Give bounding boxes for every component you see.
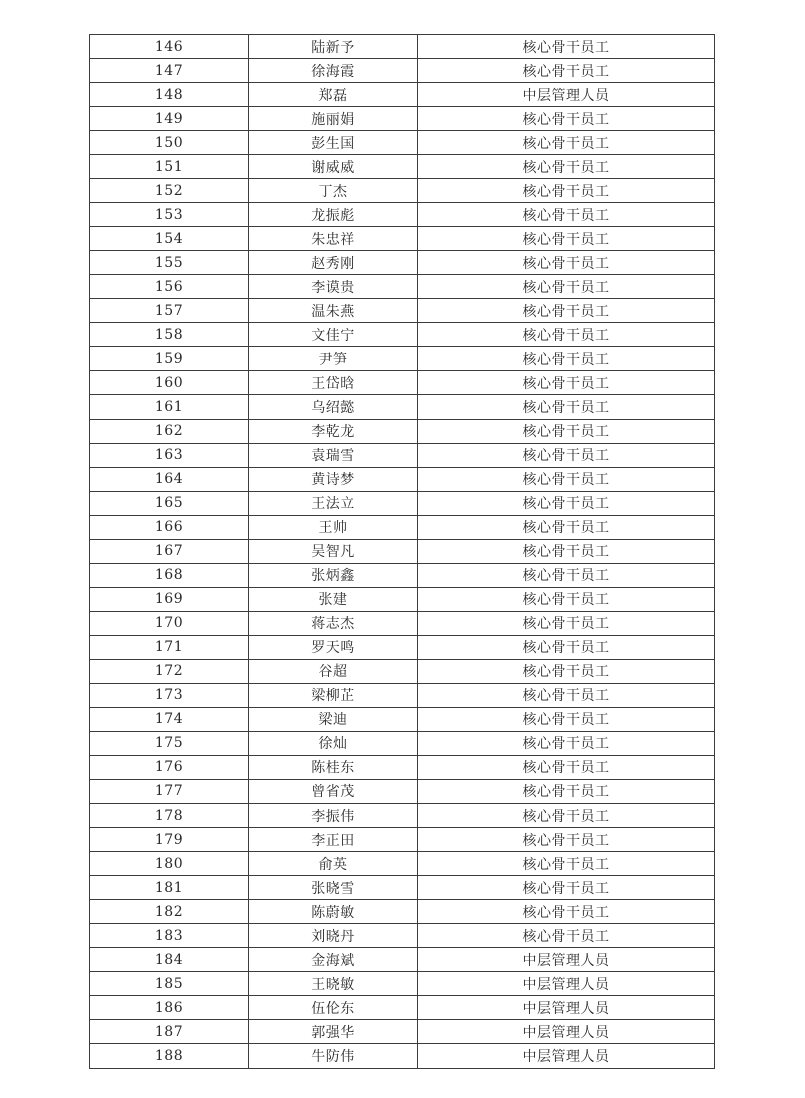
employee-category-cell: 核心骨干员工 bbox=[418, 347, 715, 371]
row-number-cell: 187 bbox=[90, 1020, 249, 1044]
table-row bbox=[90, 876, 715, 900]
employee-category-cell: 核心骨干员工 bbox=[418, 275, 715, 299]
row-number-cell: 176 bbox=[90, 755, 249, 779]
employee-category-cell: 核心骨干员工 bbox=[418, 371, 715, 395]
row-number-cell: 184 bbox=[90, 948, 249, 972]
employee-category-cell: 中层管理人员 bbox=[418, 83, 715, 107]
employee-name-cell: 张晓雪 bbox=[249, 876, 418, 900]
table-row bbox=[90, 419, 715, 443]
employee-name-cell: 李乾龙 bbox=[249, 419, 418, 443]
employee-name-cell: 王帅 bbox=[249, 515, 418, 539]
row-number-cell: 153 bbox=[90, 203, 249, 227]
row-number-cell: 158 bbox=[90, 323, 249, 347]
table-row bbox=[90, 635, 715, 659]
employee-name-cell: 曾省茂 bbox=[249, 779, 418, 803]
row-number-cell: 165 bbox=[90, 491, 249, 515]
table-row bbox=[90, 1020, 715, 1044]
employee-name-cell: 郭强华 bbox=[249, 1020, 418, 1044]
employee-name-cell: 徐灿 bbox=[249, 731, 418, 755]
table-row bbox=[90, 299, 715, 323]
employee-category-cell: 核心骨干员工 bbox=[418, 227, 715, 251]
employee-name-cell: 陈蔚敏 bbox=[249, 900, 418, 924]
employee-category-cell: 核心骨干员工 bbox=[418, 107, 715, 131]
employee-name-cell: 尹笋 bbox=[249, 347, 418, 371]
employee-name-cell: 罗天鸣 bbox=[249, 635, 418, 659]
employee-name-cell: 文佳宁 bbox=[249, 323, 418, 347]
employee-category-cell: 核心骨干员工 bbox=[418, 828, 715, 852]
employee-category-cell: 核心骨干员工 bbox=[418, 804, 715, 828]
table-row bbox=[90, 467, 715, 491]
employee-name-cell: 赵秀刚 bbox=[249, 251, 418, 275]
employee-category-cell: 核心骨干员工 bbox=[418, 299, 715, 323]
employee-category-cell: 核心骨干员工 bbox=[418, 731, 715, 755]
table-row bbox=[90, 131, 715, 155]
table-row bbox=[90, 515, 715, 539]
row-number-cell: 166 bbox=[90, 515, 249, 539]
employee-category-cell: 核心骨干员工 bbox=[418, 35, 715, 59]
employee-category-cell: 核心骨干员工 bbox=[418, 563, 715, 587]
employee-name-cell: 梁迪 bbox=[249, 707, 418, 731]
row-number-cell: 186 bbox=[90, 996, 249, 1020]
employee-name-cell: 乌绍懿 bbox=[249, 395, 418, 419]
row-number-cell: 149 bbox=[90, 107, 249, 131]
table-row bbox=[90, 83, 715, 107]
table-row bbox=[90, 275, 715, 299]
row-number-cell: 167 bbox=[90, 539, 249, 563]
employee-name-cell: 金海斌 bbox=[249, 948, 418, 972]
row-number-cell: 162 bbox=[90, 419, 249, 443]
employee-category-cell: 核心骨干员工 bbox=[418, 515, 715, 539]
table-row bbox=[90, 227, 715, 251]
employee-name-cell: 伍伦东 bbox=[249, 996, 418, 1020]
employee-category-cell: 核心骨干员工 bbox=[418, 779, 715, 803]
table-row bbox=[90, 371, 715, 395]
row-number-cell: 160 bbox=[90, 371, 249, 395]
table-row bbox=[90, 587, 715, 611]
table-row bbox=[90, 731, 715, 755]
row-number-cell: 146 bbox=[90, 35, 249, 59]
table-row bbox=[90, 683, 715, 707]
row-number-cell: 169 bbox=[90, 587, 249, 611]
row-number-cell: 148 bbox=[90, 83, 249, 107]
employee-category-cell: 核心骨干员工 bbox=[418, 443, 715, 467]
employee-name-cell: 王岱晗 bbox=[249, 371, 418, 395]
employee-category-cell: 核心骨干员工 bbox=[418, 131, 715, 155]
row-number-cell: 168 bbox=[90, 563, 249, 587]
table-row bbox=[90, 179, 715, 203]
row-number-cell: 181 bbox=[90, 876, 249, 900]
row-number-cell: 182 bbox=[90, 900, 249, 924]
employee-category-cell: 核心骨干员工 bbox=[418, 59, 715, 83]
row-number-cell: 178 bbox=[90, 804, 249, 828]
table-row bbox=[90, 347, 715, 371]
row-number-cell: 155 bbox=[90, 251, 249, 275]
employee-category-cell: 核心骨干员工 bbox=[418, 251, 715, 275]
employee-name-cell: 郑磊 bbox=[249, 83, 418, 107]
employee-name-cell: 蒋志杰 bbox=[249, 611, 418, 635]
employee-category-cell: 核心骨干员工 bbox=[418, 900, 715, 924]
employee-name-cell: 龙振彪 bbox=[249, 203, 418, 227]
employee-name-cell: 张炳鑫 bbox=[249, 563, 418, 587]
table-row bbox=[90, 539, 715, 563]
employee-category-cell: 核心骨干员工 bbox=[418, 323, 715, 347]
employee-category-cell: 核心骨干员工 bbox=[418, 635, 715, 659]
employee-category-cell: 核心骨干员工 bbox=[418, 203, 715, 227]
table-row bbox=[90, 804, 715, 828]
employee-category-cell: 核心骨干员工 bbox=[418, 179, 715, 203]
employee-category-cell: 核心骨干员工 bbox=[418, 395, 715, 419]
table-row bbox=[90, 323, 715, 347]
employee-category-cell: 核心骨干员工 bbox=[418, 707, 715, 731]
row-number-cell: 172 bbox=[90, 659, 249, 683]
employee-name-cell: 王法立 bbox=[249, 491, 418, 515]
table-row bbox=[90, 155, 715, 179]
row-number-cell: 174 bbox=[90, 707, 249, 731]
employee-name-cell: 张建 bbox=[249, 587, 418, 611]
table-row bbox=[90, 395, 715, 419]
row-number-cell: 185 bbox=[90, 972, 249, 996]
table-row bbox=[90, 251, 715, 275]
employee-category-cell: 中层管理人员 bbox=[418, 972, 715, 996]
employee-name-cell: 徐海霞 bbox=[249, 59, 418, 83]
row-number-cell: 179 bbox=[90, 828, 249, 852]
employee-name-cell: 温朱燕 bbox=[249, 299, 418, 323]
table-row bbox=[90, 924, 715, 948]
row-number-cell: 161 bbox=[90, 395, 249, 419]
employee-name-cell: 陈桂东 bbox=[249, 755, 418, 779]
table-row bbox=[90, 755, 715, 779]
employee-name-cell: 丁杰 bbox=[249, 179, 418, 203]
table-row bbox=[90, 996, 715, 1020]
employee-name-cell: 王晓敏 bbox=[249, 972, 418, 996]
table-row bbox=[90, 35, 715, 59]
employee-category-cell: 核心骨干员工 bbox=[418, 491, 715, 515]
employee-name-cell: 李正田 bbox=[249, 828, 418, 852]
table-row bbox=[90, 1044, 715, 1069]
table-row bbox=[90, 659, 715, 683]
row-number-cell: 180 bbox=[90, 852, 249, 876]
employee-category-cell: 核心骨干员工 bbox=[418, 876, 715, 900]
employee-category-cell: 核心骨干员工 bbox=[418, 419, 715, 443]
employee-category-cell: 核心骨干员工 bbox=[418, 587, 715, 611]
employee-category-cell: 核心骨干员工 bbox=[418, 924, 715, 948]
row-number-cell: 154 bbox=[90, 227, 249, 251]
row-number-cell: 150 bbox=[90, 131, 249, 155]
row-number-cell: 171 bbox=[90, 635, 249, 659]
row-number-cell: 188 bbox=[90, 1044, 249, 1069]
row-number-cell: 147 bbox=[90, 59, 249, 83]
employee-name-cell: 谢威威 bbox=[249, 155, 418, 179]
employee-category-cell: 中层管理人员 bbox=[418, 1044, 715, 1069]
employee-name-cell: 朱忠祥 bbox=[249, 227, 418, 251]
employee-name-cell: 刘晓丹 bbox=[249, 924, 418, 948]
employee-category-cell: 核心骨干员工 bbox=[418, 659, 715, 683]
row-number-cell: 173 bbox=[90, 683, 249, 707]
table-row bbox=[90, 972, 715, 996]
employee-roster-table bbox=[89, 34, 715, 1069]
table-row bbox=[90, 828, 715, 852]
employee-name-cell: 俞英 bbox=[249, 852, 418, 876]
table-row bbox=[90, 59, 715, 83]
row-number-cell: 177 bbox=[90, 779, 249, 803]
employee-name-cell: 谷超 bbox=[249, 659, 418, 683]
employee-category-cell: 核心骨干员工 bbox=[418, 683, 715, 707]
row-number-cell: 157 bbox=[90, 299, 249, 323]
employee-name-cell: 李谟贵 bbox=[249, 275, 418, 299]
row-number-cell: 156 bbox=[90, 275, 249, 299]
row-number-cell: 175 bbox=[90, 731, 249, 755]
row-number-cell: 163 bbox=[90, 443, 249, 467]
row-number-cell: 151 bbox=[90, 155, 249, 179]
employee-name-cell: 袁瑞雪 bbox=[249, 443, 418, 467]
employee-category-cell: 中层管理人员 bbox=[418, 1020, 715, 1044]
table-row bbox=[90, 948, 715, 972]
table-row bbox=[90, 900, 715, 924]
employee-category-cell: 中层管理人员 bbox=[418, 948, 715, 972]
employee-name-cell: 陆新予 bbox=[249, 35, 418, 59]
employee-name-cell: 梁柳芷 bbox=[249, 683, 418, 707]
table-row bbox=[90, 491, 715, 515]
table-row bbox=[90, 707, 715, 731]
row-number-cell: 183 bbox=[90, 924, 249, 948]
table-row bbox=[90, 443, 715, 467]
employee-category-cell: 核心骨干员工 bbox=[418, 755, 715, 779]
row-number-cell: 164 bbox=[90, 467, 249, 491]
employee-category-cell: 核心骨干员工 bbox=[418, 467, 715, 491]
employee-name-cell: 李振伟 bbox=[249, 804, 418, 828]
table-row bbox=[90, 852, 715, 876]
employee-name-cell: 黄诗梦 bbox=[249, 467, 418, 491]
employee-category-cell: 核心骨干员工 bbox=[418, 611, 715, 635]
table-row bbox=[90, 107, 715, 131]
employee-category-cell: 核心骨干员工 bbox=[418, 852, 715, 876]
row-number-cell: 152 bbox=[90, 179, 249, 203]
table-row bbox=[90, 779, 715, 803]
table-row bbox=[90, 203, 715, 227]
employee-category-cell: 核心骨干员工 bbox=[418, 539, 715, 563]
employee-name-cell: 牛防伟 bbox=[249, 1044, 418, 1069]
employee-roster-body bbox=[90, 35, 715, 1069]
employee-name-cell: 施丽娟 bbox=[249, 107, 418, 131]
row-number-cell: 159 bbox=[90, 347, 249, 371]
employee-category-cell: 核心骨干员工 bbox=[418, 155, 715, 179]
employee-category-cell: 中层管理人员 bbox=[418, 996, 715, 1020]
table-row bbox=[90, 563, 715, 587]
employee-name-cell: 彭生国 bbox=[249, 131, 418, 155]
employee-name-cell: 吴智凡 bbox=[249, 539, 418, 563]
table-row bbox=[90, 611, 715, 635]
row-number-cell: 170 bbox=[90, 611, 249, 635]
